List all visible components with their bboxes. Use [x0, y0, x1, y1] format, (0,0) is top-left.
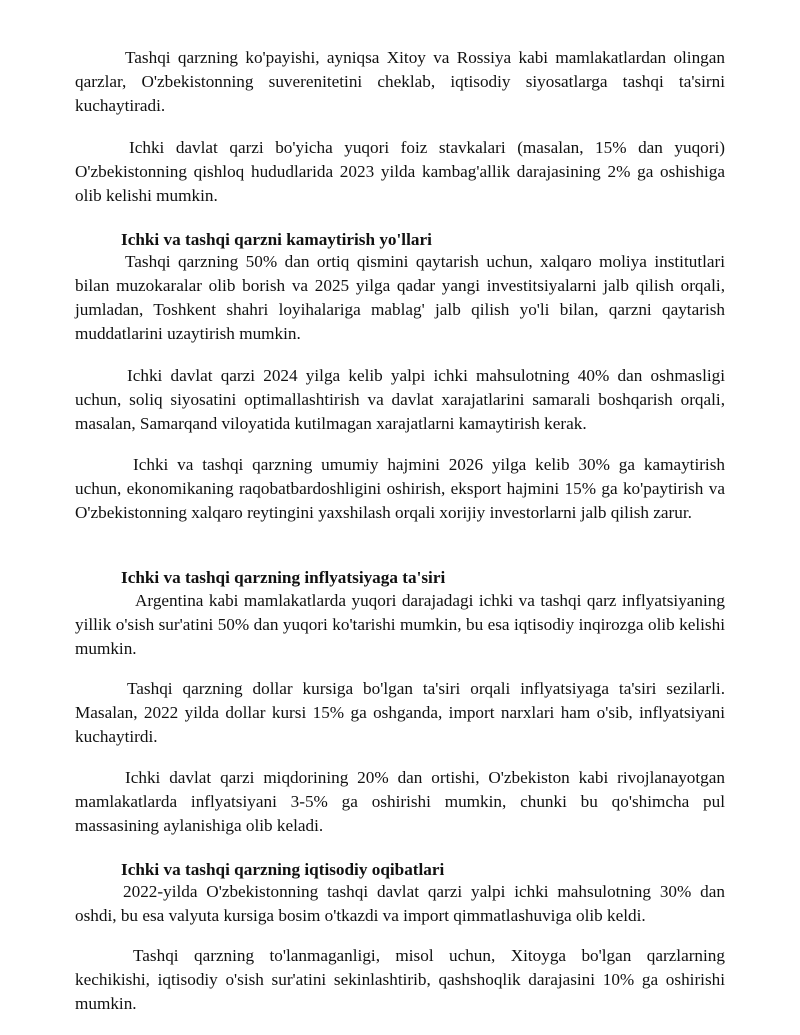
paragraph-2022-external-debt: 2022-yilda O'zbekistonning tashqi davlat qarzi yalpi ichki mahsulotning 30% dan oshdi, bu esa valyuta kursiga bosim o'tkazdi va import qimmatlashuviga olib keldi.	[75, 882, 725, 925]
paragraph-argentina-inflation: Argentina kabi mamlakatlarda yuqori darajadagi ichki va tashqi qarz inflyatsiyaning yillik o'sish sur'atini 50% dan yuqori ko'tarishi mumkin, bu esa iqtisodiy inqirozga olib kelishi mumkin.	[75, 591, 725, 658]
paragraph-domestic-debt-inflation: Ichki davlat qarzi miqdorining 20% dan ortishi, O'zbekiston kabi rivojlanayotgan mamlakatlarda inflyatsiyani 3-5% ga oshirishi mumkin, chunki bu qo'shimcha pul massasining aylanishiga olib keladi.	[75, 768, 725, 835]
paragraph-domestic-debt-interest: Ichki davlat qarzi bo'yicha yuqori foiz stavkalari (masalan, 15% dan yuqori) O'zbekistonning qishloq hududlarida 2023 yilda kambag'allik darajasining 2% ga oshishiga olib kelishi mumkin.	[75, 138, 725, 205]
paragraph-domestic-debt-gdp-limit: Ichki davlat qarzi 2024 yilga kelib yalpi ichki mahsulotning 40% dan oshmasligi uchun, soliq siyosatini optimallashtirish va davlat xarajatlarini samarali boshqarish orqali, masalan, Samarqand viloyatida kutilmagan xarajatlarni kamaytirish kerak.	[75, 366, 725, 433]
paragraph-unpaid-external-debt: Tashqi qarzning to'lanmaganligi, misol uchun, Xitoyga bo'lgan qarzlarning kechikishi, iqtisodiy o'sish sur'atini sekinlashtirib, qashshoqlik darajasini 10% ga oshirishi mumkin.	[75, 946, 725, 1013]
paragraph-external-debt-repayment: Tashqi qarzning 50% dan ortiq qismini qaytarish uchun, xalqaro moliya institutlari bilan muzokaralar olib borish va 2025 yilga qadar yangi investitsiyalarni jalb qilish orqali, jumladan, Toshkent shahri loyihalariga mablag' jalb qilish yo'li bilan, qarzni qaytarish muddatlarini uzaytirish mumkin.	[75, 252, 725, 343]
paragraph-external-debt-growth: Tashqi qarzning ko'payishi, ayniqsa Xitoy va Rossiya kabi mamlakatlardan olingan qarzlar, O'zbekistonning suverenitetini cheklab, iqtisodiy siyosatlarga tashqi ta'sirni kuchaytiradi.	[75, 48, 725, 115]
paragraph-total-debt-reduction: Ichki va tashqi qarzning umumiy hajmini 2026 yilga kelib 30% ga kamaytirish uchun, ekonomikaning raqobatbardoshligini oshirish, eksport hajmini 15% ga ko'paytirish va O'zbekistonning xalqaro reytingini yaxshilash orqali xorijiy investorlarni jalb qilish zarur.	[75, 455, 725, 522]
section-heading-debt-reduction: Ichki va tashqi qarzni kamaytirish yo'llari	[121, 230, 432, 249]
paragraph-dollar-rate-inflation: Tashqi qarzning dollar kursiga bo'lgan ta'siri orqali inflyatsiyaga ta'siri sezilarli. Masalan, 2022 yilda dollar kursi 15% ga oshganda, import narxlari ham o'sib, inflyatsiyani kuchaytirdi.	[75, 679, 725, 746]
section-heading-inflation-impact: Ichki va tashqi qarzning inflyatsiyaga ta'siri	[121, 568, 446, 587]
section-heading-economic-consequences: Ichki va tashqi qarzning iqtisodiy oqibatlari	[121, 860, 445, 879]
